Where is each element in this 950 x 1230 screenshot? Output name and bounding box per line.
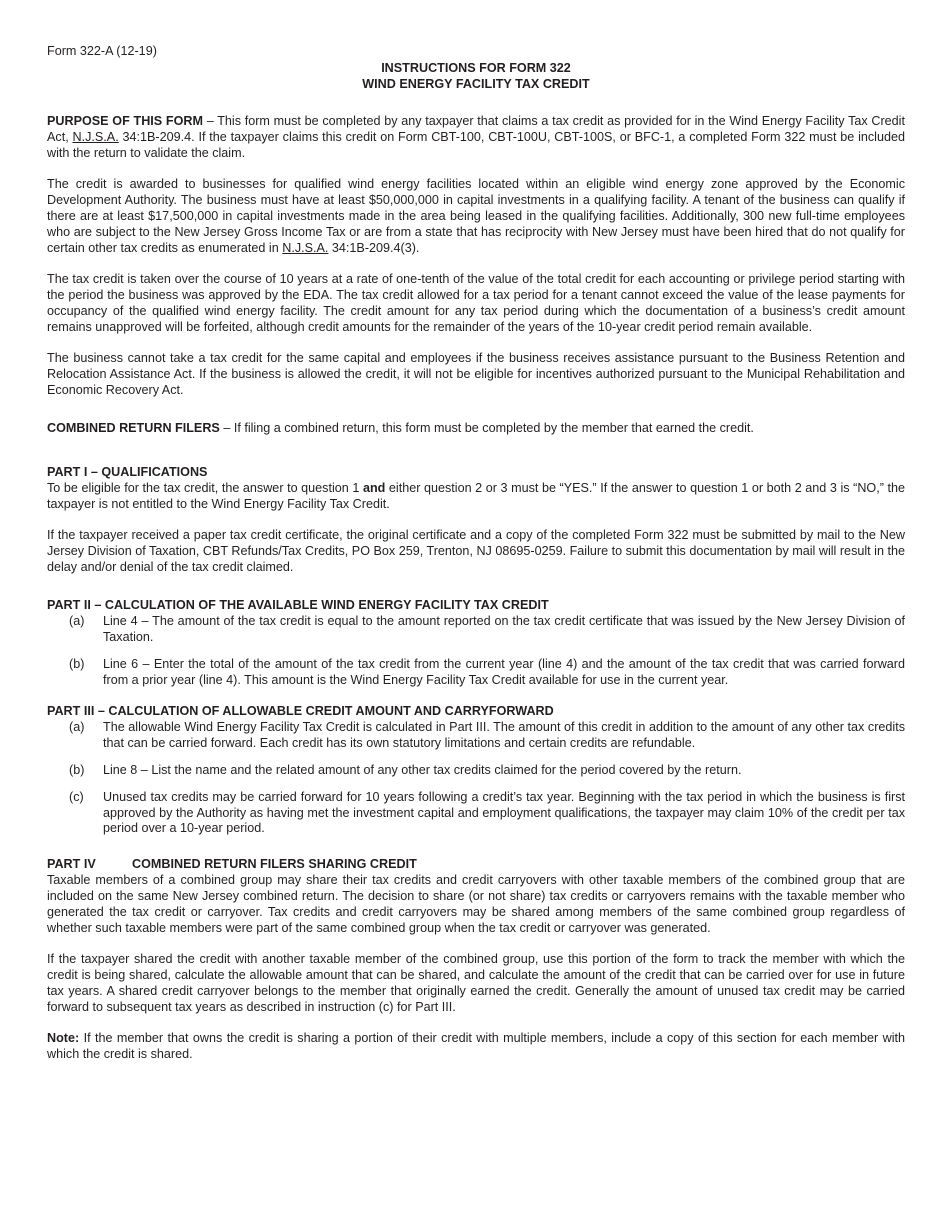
part3-item-c xyxy=(69,790,905,838)
part1-paragraph-1 xyxy=(47,481,905,513)
part1-paragraph-2: If the taxpayer received a paper tax credit certificate, the original certificate and a copy of the completed Form 322 must be submitted by mail to the New Jersey Division of Taxation, CBT Refunds/Tax Credits, PO Box 259, Trenton, NJ 08695-0259. Failure to submit this documentation by mail will result in the delay and/or denial of the tax credit claimed. xyxy=(47,528,905,575)
combined-text: – If filing a combined return, this form must be completed by the member that earned the credit. xyxy=(219,421,754,436)
part2-item-a xyxy=(69,614,905,646)
purpose-text-1: – This form must be completed by any taxpayer that claims a tax credit as provided for in the Wind Energy Facility Tax Credit Act, xyxy=(47,114,905,144)
note-label: Note: xyxy=(47,1031,80,1046)
credit-cite: N.J.S.A. xyxy=(282,240,329,255)
part2-item-b xyxy=(69,657,905,689)
form-id: Form 322-A (12-19) xyxy=(47,44,157,58)
list-label: (b) xyxy=(69,656,85,671)
note-paragraph xyxy=(47,1031,905,1063)
part4-paragraph-2: If the taxpayer shared the credit with another taxable member of the combined group, use this portion of the form to track the member with which the credit is being shared, calculate the allowable amount that can be shared, and calculate the amount of the credit that can be carried over for use in future tax years. A shared credit carryover belongs to the member that originally earned the credit. Generally the amount of unused tax credit may be carried forward to subsequent tax years as described in instruction (c) for Part III. xyxy=(47,952,905,1015)
part2-heading: PART II – CALCULATION OF THE AVAILABLE WIND ENERGY FACILITY TAX CREDIT xyxy=(47,597,549,612)
note-text: If the member that owns the credit is sharing a portion of their credit with multiple members, include a copy of this section for each member with which the credit is shared. xyxy=(47,1031,905,1062)
list-text: Unused tax credits may be carried forward for 10 years following a credit’s tax year. Beginning with the tax period in which the business is first approved by the Authority as having met the investment capital and employment qualifications, the taxpayer may claim 10% of the credit per tax period over a 10-year period. xyxy=(103,789,905,836)
part1-text-2: either question 2 or 3 must be “YES.” If the answer to question 1 or both 2 and 3 is “NO,” the taxpayer is not entitled to the Wind Energy Facility Tax Credit. xyxy=(47,480,905,511)
list-text: Line 6 – Enter the total of the amount of the tax credit from the current year (line 4) and the amount of the tax credit that was carried forward from a prior year (line 4). This amount is the Wind Energy Facility Tax Credit available for use in the current year. xyxy=(103,656,905,687)
credit-text-1: The credit is awarded to businesses for qualified wind energy facilities located within an eligible wind energy zone approved by the Economic Development Authority. The business must have at least $50,000,000 in capital investments in a qualifying facility. A tenant of the business can qualify if there are at least $17,500,000 in capital investments made in the area being leased in the qualifying facilities. Additionally, 300 new full-time employees who are subject to the New Jersey Gross Income Tax or are from a state that has reciprocity with New Jersey must have been hired that do not qualify for certain other tax credits as enumerated in xyxy=(47,177,905,255)
purpose-paragraph xyxy=(47,114,905,162)
part4-heading-num: PART IV xyxy=(47,857,96,872)
purpose-text-2: 34:1B-209.4. If the taxpayer claims this credit on Form CBT-100, CBT-100U, CBT-100S, or BFC-1, a completed Form 322 must be included with the return to validate the claim. xyxy=(47,129,905,160)
credit-text-2: 34:1B-209.4(3). xyxy=(328,240,420,255)
instructions-page xyxy=(47,44,905,1063)
part1-bold: and xyxy=(362,480,386,495)
combined-heading: COMBINED RETURN FILERS xyxy=(47,421,220,436)
list-text: Line 4 – The amount of the tax credit is equal to the amount reported on the tax credit certificate that was issued by the New Jersey Division of Taxation. xyxy=(103,613,905,644)
list-text: The allowable Wind Energy Facility Tax Credit is calculated in Part III. The amount of this credit in addition to the amount of any other tax credits that can be carried forward. Each credit has its own statutory limitations and certain credits are refundable. xyxy=(103,719,905,750)
title-line-2: WIND ENERGY FACILITY TAX CREDIT xyxy=(362,77,590,91)
list-label: (a) xyxy=(69,719,85,734)
cannot-paragraph: The business cannot take a tax credit for the same capital and employees if the business receives assistance pursuant to the Business Retention and Relocation Assistance Act. If the business is allowed the credit, it will not be eligible for incentives authorized pursuant to the Municipal Rehabilitation and Economic Recovery Act. xyxy=(47,351,905,398)
purpose-cite: N.J.S.A. xyxy=(72,129,119,144)
taken-paragraph: The tax credit is taken over the course of 10 years at a rate of one-tenth of the value of the total credit for each accounting or privilege period starting with the period the business was approved by the EDA. The tax credit allowed for a tax period for a tenant cannot exceed the value of the lease payments for occupancy of the qualified wind energy facility. The credit amount for any tax period during which the documentation of a business’s credit amount remains unapproved will be forfeited, although credit amounts for the remainder of the years of the 10-year credit period remain available. xyxy=(47,272,905,334)
part4-heading xyxy=(47,857,905,873)
part3-item-b xyxy=(69,763,905,779)
combined-paragraph xyxy=(47,421,905,437)
credit-paragraph xyxy=(47,177,905,257)
purpose-heading: PURPOSE OF THIS FORM xyxy=(47,114,203,128)
list-label: (b) xyxy=(69,762,85,777)
list-label: (a) xyxy=(69,613,85,628)
part1-text-1: To be eligible for the tax credit, the answer to question 1 xyxy=(47,480,363,495)
list-text: Line 8 – List the name and the related amount of any other tax credits claimed for the period covered by the return. xyxy=(103,762,742,777)
list-label: (c) xyxy=(69,789,84,804)
page-title xyxy=(47,60,905,92)
part3-heading: PART III – CALCULATION OF ALLOWABLE CREDIT AMOUNT AND CARRYFORWARD xyxy=(47,703,554,718)
part3-item-a xyxy=(69,720,905,752)
part4-paragraph-1: Taxable members of a combined group may share their tax credits and credit carryovers with other taxable members of the combined group that are included on the same New Jersey combined return. The decision to share (or not share) tax credits or carryovers remains with the taxable member who generated the tax credit or carryover. Tax credits and credit carryovers may be shared among members of the same combined group regardless of whether such taxable members were part of the same combined group when the tax credit or carryover was generated. xyxy=(47,873,905,935)
part1-heading: PART I – QUALIFICATIONS xyxy=(47,465,208,479)
title-line-1: INSTRUCTIONS FOR FORM 322 xyxy=(381,61,571,75)
part4-heading-title: COMBINED RETURN FILERS SHARING CREDIT xyxy=(132,857,417,872)
